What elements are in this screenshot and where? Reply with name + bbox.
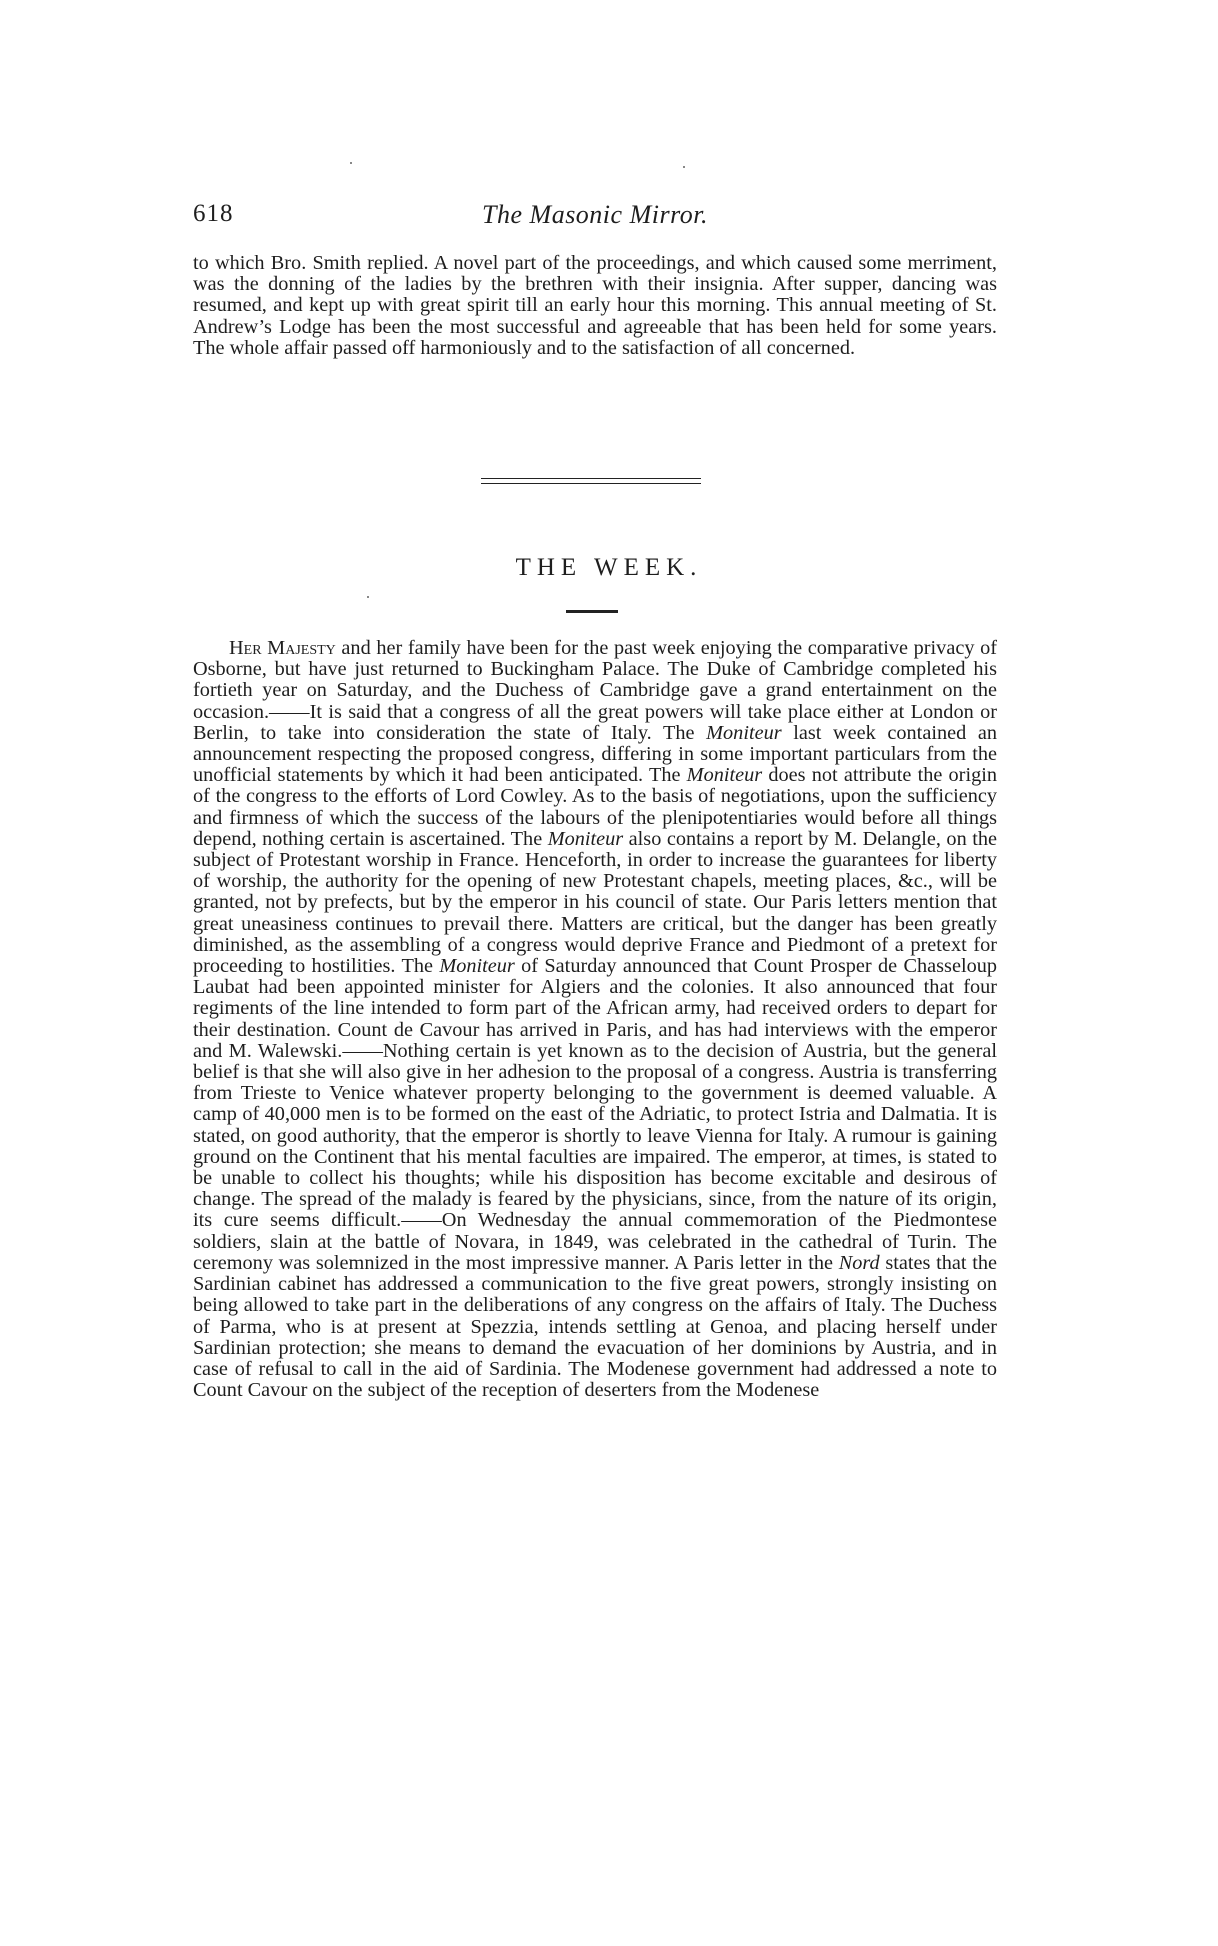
text-segment: also contains a report by M. Delangle, on the subject of Protestant worship in France. Henceforth, in order to increase the guarantees for liberty of worship, the authority for the opening of new Protestant chapels, meeting places, &c., will be granted, not by prefects, but by the emperor in his council of state. Our Paris letters mention that great uneasiness continues to prevail there. Matters are critical, but the danger has been greatly diminished, as the assembling of a congress would deprive France and Piedmont of a pretext for proceeding to hostilities. The	[193, 827, 997, 978]
running-title: The Masonic Mirror.	[482, 200, 708, 229]
continuation-paragraph: to which Bro. Smith replied. A novel part of the proceedings, and which caused some merriment, was the donning of the ladies by the brethren with their insignia. After supper, dancing was resumed, and kept up with great spirit till an early hour this morning. This annual meeting of St. Andrew’s Lodge has been the most successful and agreeable that has been held for some years. The whole affair passed off harmoniously and to the satisfaction of all concerned.	[193, 252, 997, 359]
newspaper-title: Moniteur	[547, 827, 624, 850]
scan-speck	[350, 162, 352, 164]
newspaper-title: Nord	[838, 1251, 880, 1274]
section-divider	[481, 478, 701, 484]
scan-speck	[367, 596, 369, 598]
text-segment: states that the Sardinian cabinet has addressed a communication to the five great powers, strongly insisting on being allowed to take part in the deliberations of any congress on the affairs of Italy. The Duchess of Parma, who is at present at Spezzia, intends settling at Genoa, and placing herself under Sardinian protection; she means to demand the evacuation of her dominions by Austria, and in case of refusal to call in the aid of Sardinia. The Modenese government had addressed a note to Count Cavour on the subject of the reception of deserters from the Modenese	[193, 1251, 997, 1402]
newspaper-title: Moniteur	[686, 764, 763, 787]
newspaper-title: Moniteur	[706, 721, 782, 744]
text-segment: does not attribute the origin of the congress to the efforts of Lord Cowley. As to the basis of negotiations, upon the sufficiency and firmness of which the success of the labours of the plenipotentiaries would before all things depend, nothing certain is ascertained. The	[193, 764, 997, 850]
opening-small-caps: Her Majesty	[229, 637, 336, 659]
the-week-paragraph	[193, 638, 997, 1401]
heading-underline	[566, 610, 618, 613]
text-segment: of Saturday announced that Count Prosper de Chasseloup Laubat had been appointed minister for Algiers and the colonies. It also announced that four regiments of the line intended to form part of the African army, had received orders to depart for their destination. Count de Cavour has arrived in Paris, and has had interviews with the emperor and M. Walewski.——Nothing certain is yet known as to the decision of Austria, but the general belief is that she will also give in her adhesion to the proposal of a congress. Austria is transferring from Trieste to Venice whatever property belonging to the government is deemed valuable. A camp of 40,000 men is to be formed on the east of the Adriatic, to protect Istria and Dalmatia. It is stated, on good authority, that the emperor is shortly to leave Vienna for Italy. A rumour is gaining ground on the Continent that his mental faculties are impaired. The emperor, at times, is stated to be unable to collect his thoughts; while his disposition has become excitable and desirous of change. The spread of the malady is feared by the physicians, since, from the nature of its origin, its cure seems difficult.——On Wednesday the annual commemoration of the Piedmontese soldiers, slain at the battle of Novara, in 1849, was celebrated in the cathedral of Turin. The ceremony was solemnized in the most impressive manner. A Paris letter in the	[193, 955, 997, 1274]
text-segment: last week contained an announcement respecting the proposed congress, differing in some important particulars from the unofficial statements by which it had been anticipated. The	[193, 721, 997, 787]
section-heading: THE WEEK.	[515, 554, 703, 581]
scan-speck	[683, 166, 685, 168]
text-segment: and her family have been for the past week enjoying the comparative privacy of Osborne, but have just returned to Buckingham Palace. The Duke of Cambridge completed his fortieth year on Saturday, and the Duchess of Cambridge gave a grand entertainment on the occasion.——It is said that a congress of all the great powers will take place either at London or Berlin, to take into consideration the state of Italy. The	[193, 637, 998, 744]
page-header	[193, 200, 997, 240]
newspaper-title: Moniteur	[439, 955, 515, 978]
page-number: 618	[193, 200, 234, 227]
